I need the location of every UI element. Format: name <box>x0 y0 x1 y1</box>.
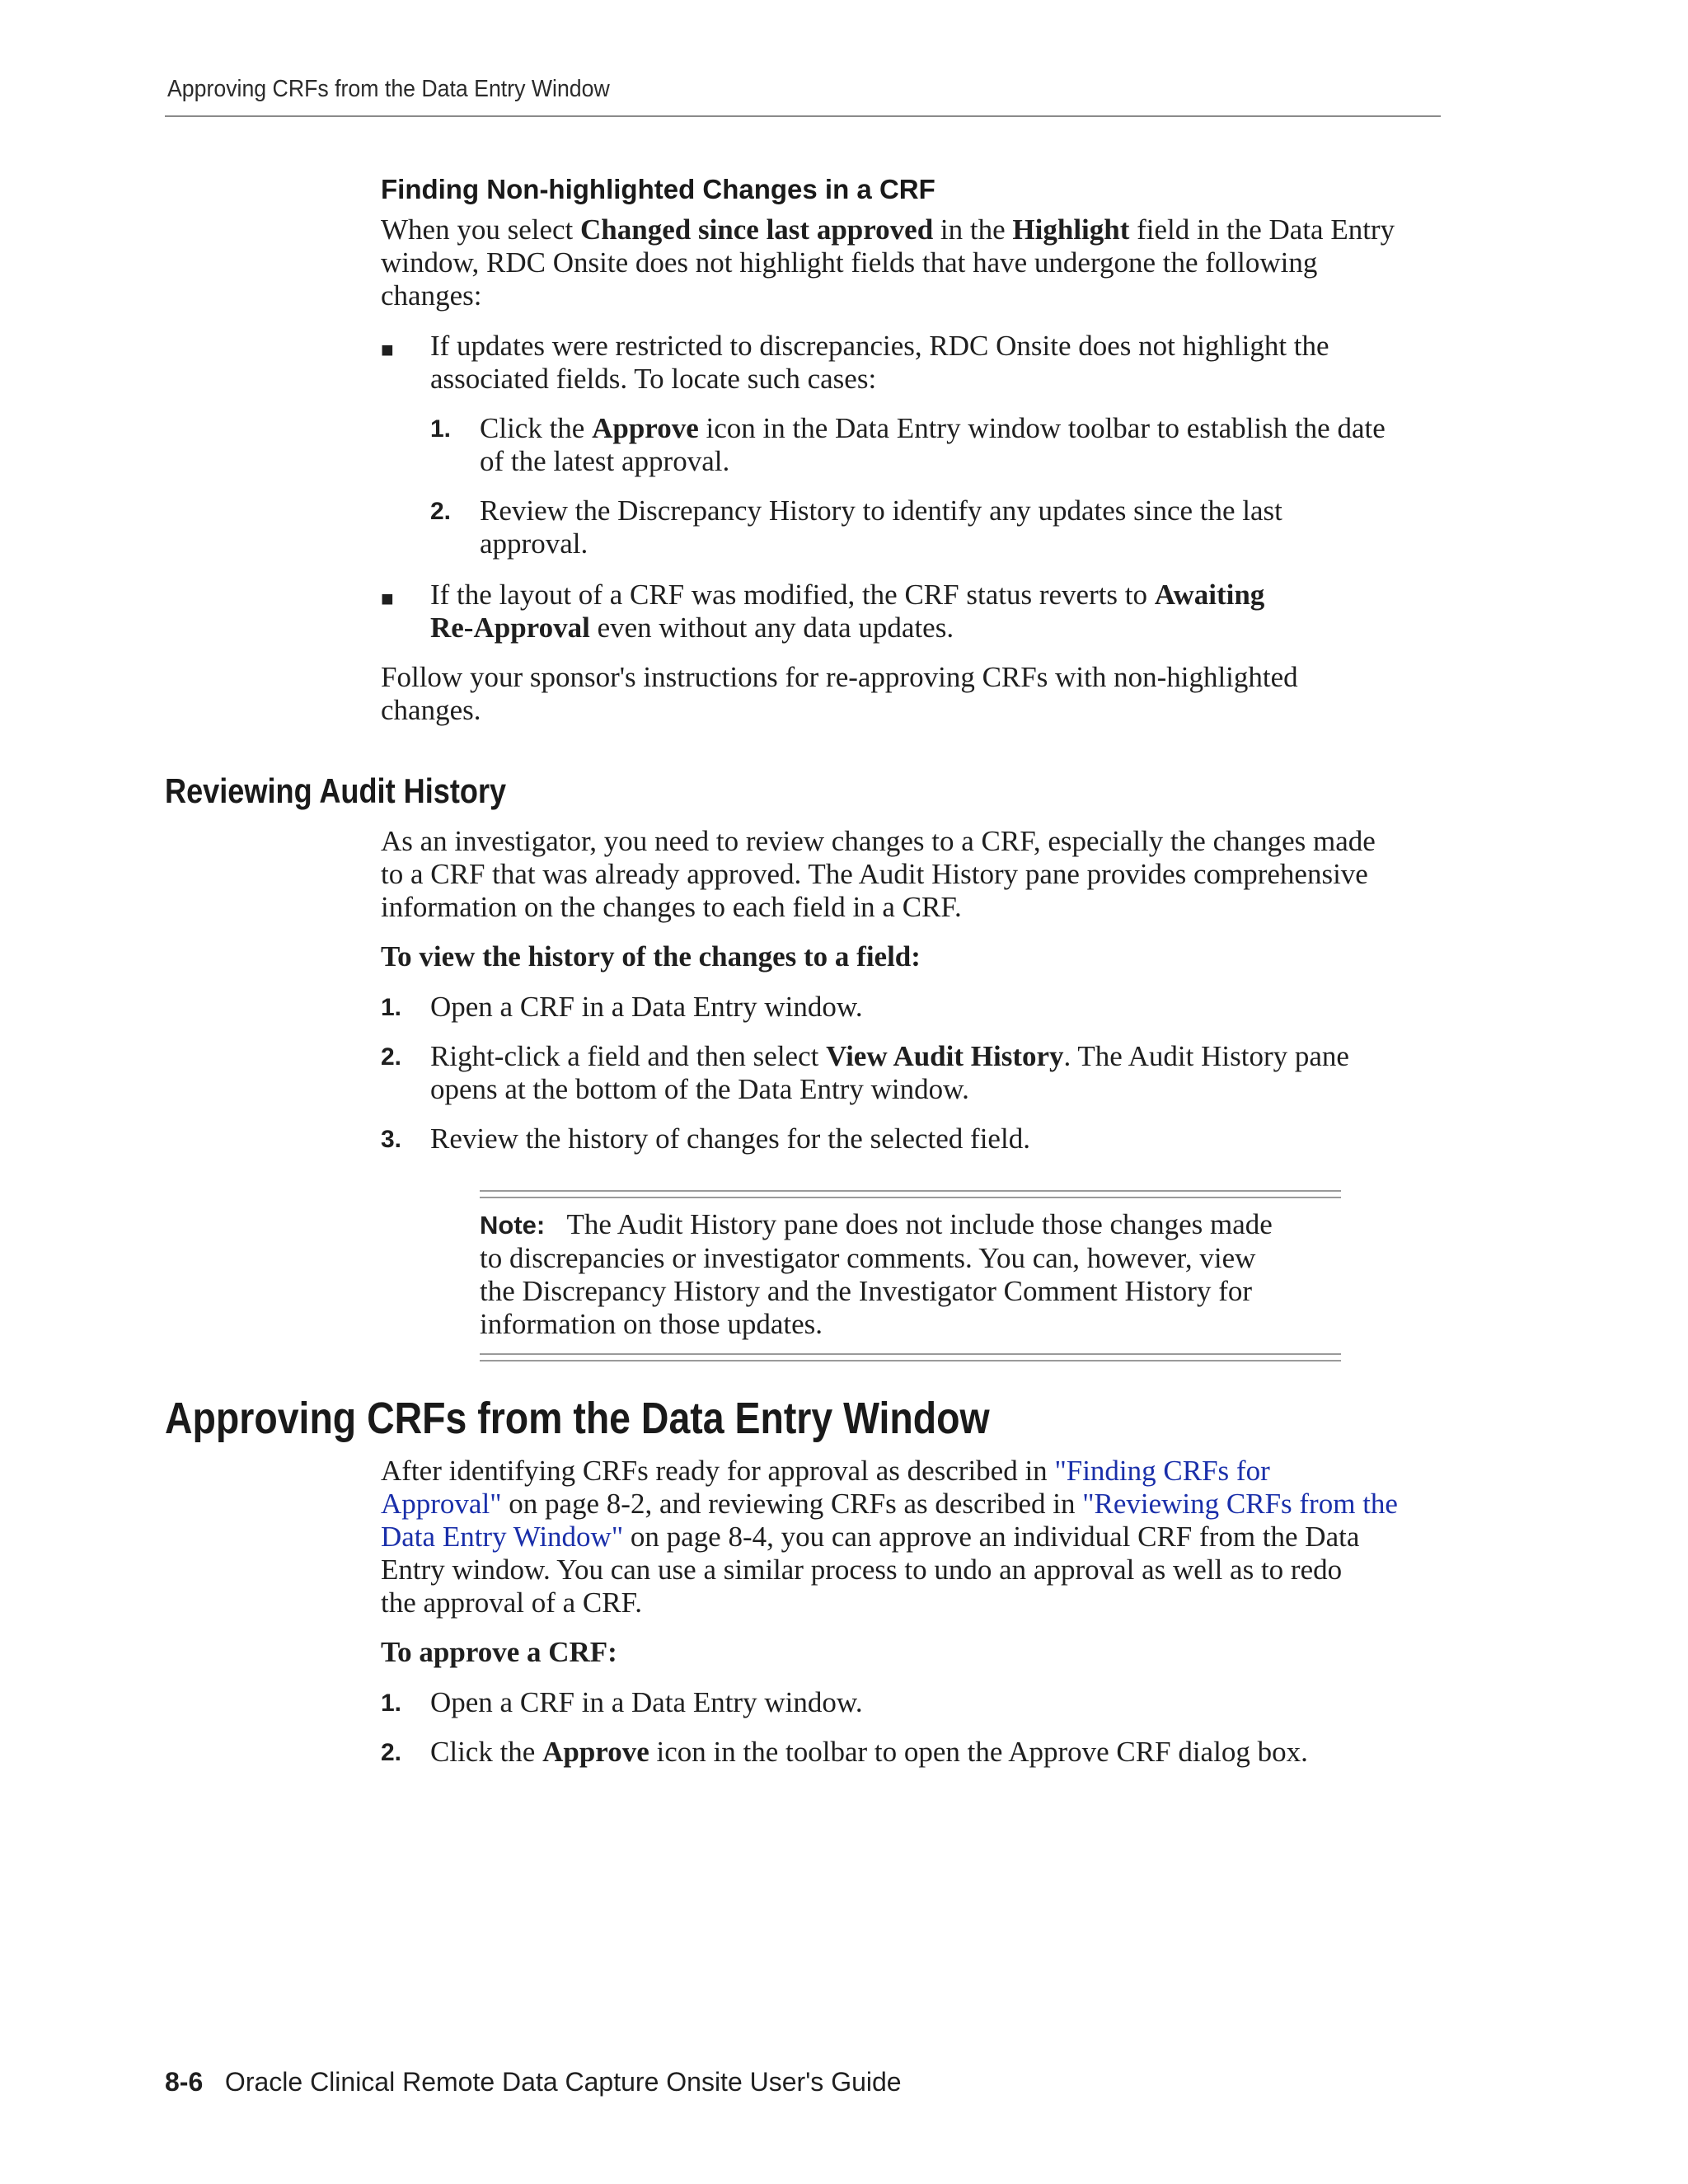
step-number: 1. <box>381 994 402 1021</box>
follow-instructions-paragraph: Follow your sponsor's instructions for re-approving CRFs with non-highlighted changes. <box>381 661 1298 726</box>
intro-paragraph: When you select Changed since last approved in the Highlight field in the Data Entry window, RDC Onsite does not highlight fields that have undergone the following changes: <box>381 213 1395 312</box>
section-heading-audit-history: Reviewing Audit History <box>165 771 507 810</box>
book-title: Oracle Clinical Remote Data Capture Onsite User's Guide <box>224 2067 902 2097</box>
bullet-square-icon: ■ <box>381 587 394 611</box>
section-heading-finding-changes: Finding Non-highlighted Changes in a CRF <box>381 174 935 204</box>
page-number: 8-6 <box>165 2067 204 2097</box>
link-finding-crfs-for-approval[interactable]: "Finding CRFs for <box>1054 1455 1270 1487</box>
step-number: 1. <box>381 1690 402 1717</box>
step-view-audit-history: Right-click a field and then select View Audit History. The Audit History pane opens at the bottom of the Data Entry window. <box>430 1040 1349 1105</box>
note-bottom-rule <box>480 1353 1341 1361</box>
step-number: 1. <box>430 415 452 443</box>
running-header: Approving CRFs from the Data Entry Window <box>167 76 610 102</box>
page-footer <box>165 2067 902 2097</box>
bullet-item-layout: If the layout of a CRF was modified, the CRF status reverts to Awaiting Re-Approval even without any data updates. <box>430 579 1265 644</box>
step-number: 3. <box>381 1126 402 1153</box>
step-review-history: Review the history of changes for the selected field. <box>430 1122 1030 1155</box>
step-number: 2. <box>430 498 452 525</box>
note-label: Note: <box>480 1211 546 1240</box>
procedure-title: To approve a CRF: <box>381 1636 617 1668</box>
sub-step-approve: Click the Approve icon in the Data Entry window toolbar to establish the date of the latest approval. <box>480 412 1386 477</box>
bullet-item-discrepancies: If updates were restricted to discrepancies, RDC Onsite does not highlight the associated fields. To locate such cases: <box>430 330 1329 395</box>
section-heading-approving-crfs: Approving CRFs from the Data Entry Window <box>165 1394 990 1443</box>
sub-step-review-discrepancy: Review the Discrepancy History to identify any updates since the last approval. <box>480 494 1282 560</box>
step-number: 2. <box>381 1739 402 1766</box>
header-rule <box>165 115 1441 117</box>
link-finding-crfs-for-approval-cont[interactable]: Approval" <box>381 1488 502 1520</box>
note-box: Note: The Audit History pane does not include those changes made to discrepancies or investigator comments. You can, however, view the Discrepancy History and the Investigator Comment History for information on those updates. <box>480 1208 1273 1340</box>
step-number: 2. <box>381 1043 402 1071</box>
approving-intro-paragraph: After identifying CRFs ready for approval as described in "Finding CRFs for Approval" on page 8-2, and reviewing CRFs as described in "Reviewing CRFs from the Data Entry Window" on page 8-4, you can approve an individual CRF from the Data Entry window. You can use a similar process to undo an approval as well as to redo the approval of a CRF. <box>381 1455 1398 1619</box>
link-reviewing-crfs[interactable]: "Reviewing CRFs from the <box>1082 1488 1398 1520</box>
step-open-crf: Open a CRF in a Data Entry window. <box>430 991 863 1023</box>
step-open-crf: Open a CRF in a Data Entry window. <box>430 1686 863 1718</box>
step-click-approve: Click the Approve icon in the toolbar to open the Approve CRF dialog box. <box>430 1736 1308 1768</box>
note-top-rule <box>480 1190 1341 1198</box>
procedure-title: To view the history of the changes to a field: <box>381 940 921 972</box>
audit-intro-paragraph: As an investigator, you need to review changes to a CRF, especially the changes made to a CRF that was already approved. The Audit History pane provides comprehensive information on the changes to each field in a CRF. <box>381 825 1376 923</box>
bullet-square-icon: ■ <box>381 338 394 362</box>
link-reviewing-crfs-cont[interactable]: Data Entry Window" <box>381 1521 624 1553</box>
